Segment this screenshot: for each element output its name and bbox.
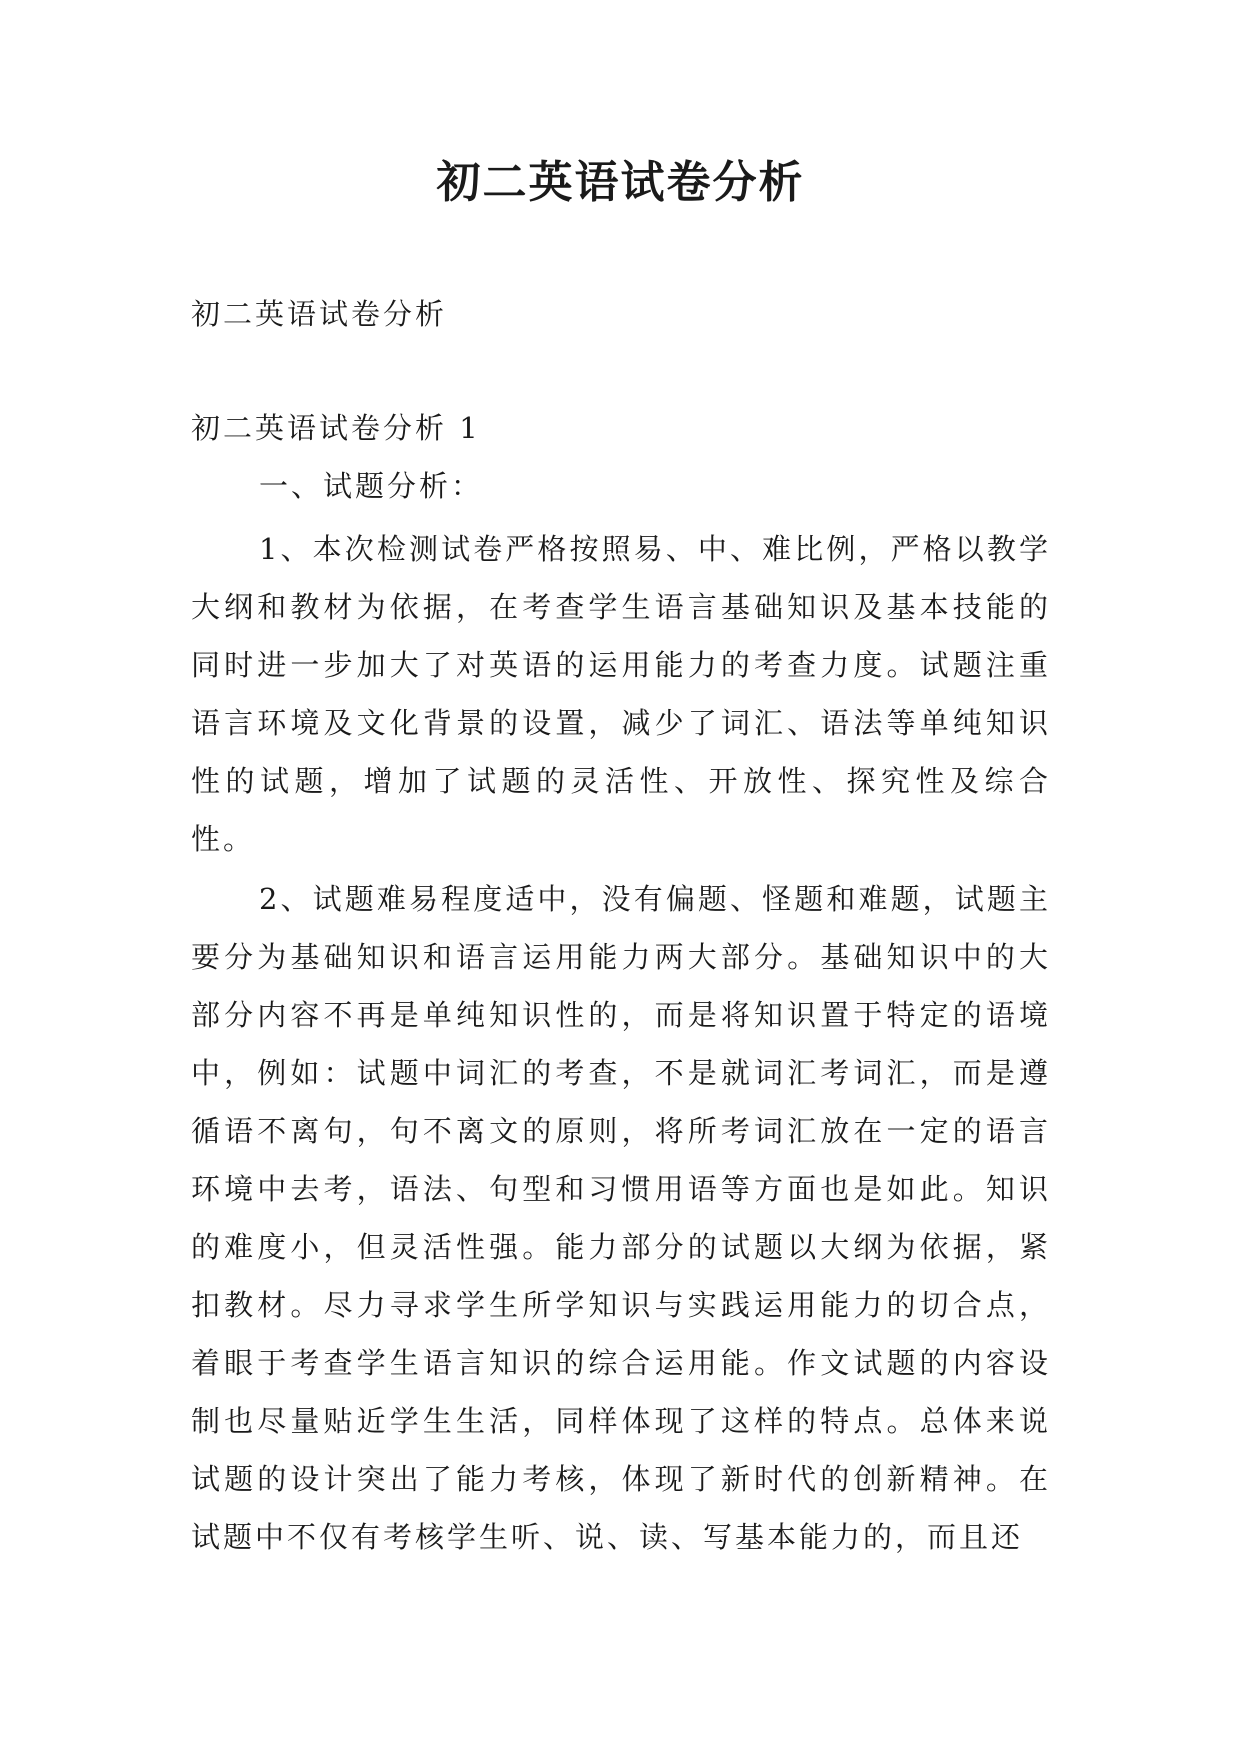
item-heading: 一、试题分析：	[259, 469, 484, 503]
paragraph-2: 2、试题难易程度适中，没有偏题、怪题和难题，试题主要分为基础知识和语言运用能力两大部分。基础知识中的大部分内容不再是单纯知识性的，而是将知识置于特定的语境中，例如：试题中词汇的考查，不是就词汇考词汇，而是遵循语不离句，句不离文的原则，将所考词汇放在一定的语言环境中去考，语法、句型和习惯用语等方面也是如此。知识的难度小，但灵活性强。能力部分的试题以大纲为依据，紧扣教材。尽力寻求学生所学知识与实践运用能力的切合点，着眼于考查学生语言知识的综合运用能。作文试题的内容设制也尽量贴近学生生活，同样体现了这样的特点。总体来说试题的设计突出了能力考核，体现了新时代的创新精神。在试题中不仅有考核学生听、说、读、写基本能力的，而且还	[191, 882, 1051, 1554]
document-subtitle: 初二英语试卷分析	[191, 297, 448, 331]
paragraph-1: 1、本次检测试卷严格按照易、中、难比例，严格以教学大纲和教材为依据，在考查学生语言基础知识及基本技能的同时进一步加大了对英语的运用能力的考查力度。试题注重语言环境及文化背景的设置，减少了词汇、语法等单纯知识性的试题，增加了试题的灵活性、开放性、探究性及综合性。	[191, 532, 1051, 856]
section-heading: 初二英语试卷分析 1	[191, 411, 481, 445]
document-title: 初二英语试卷分析	[436, 157, 805, 208]
